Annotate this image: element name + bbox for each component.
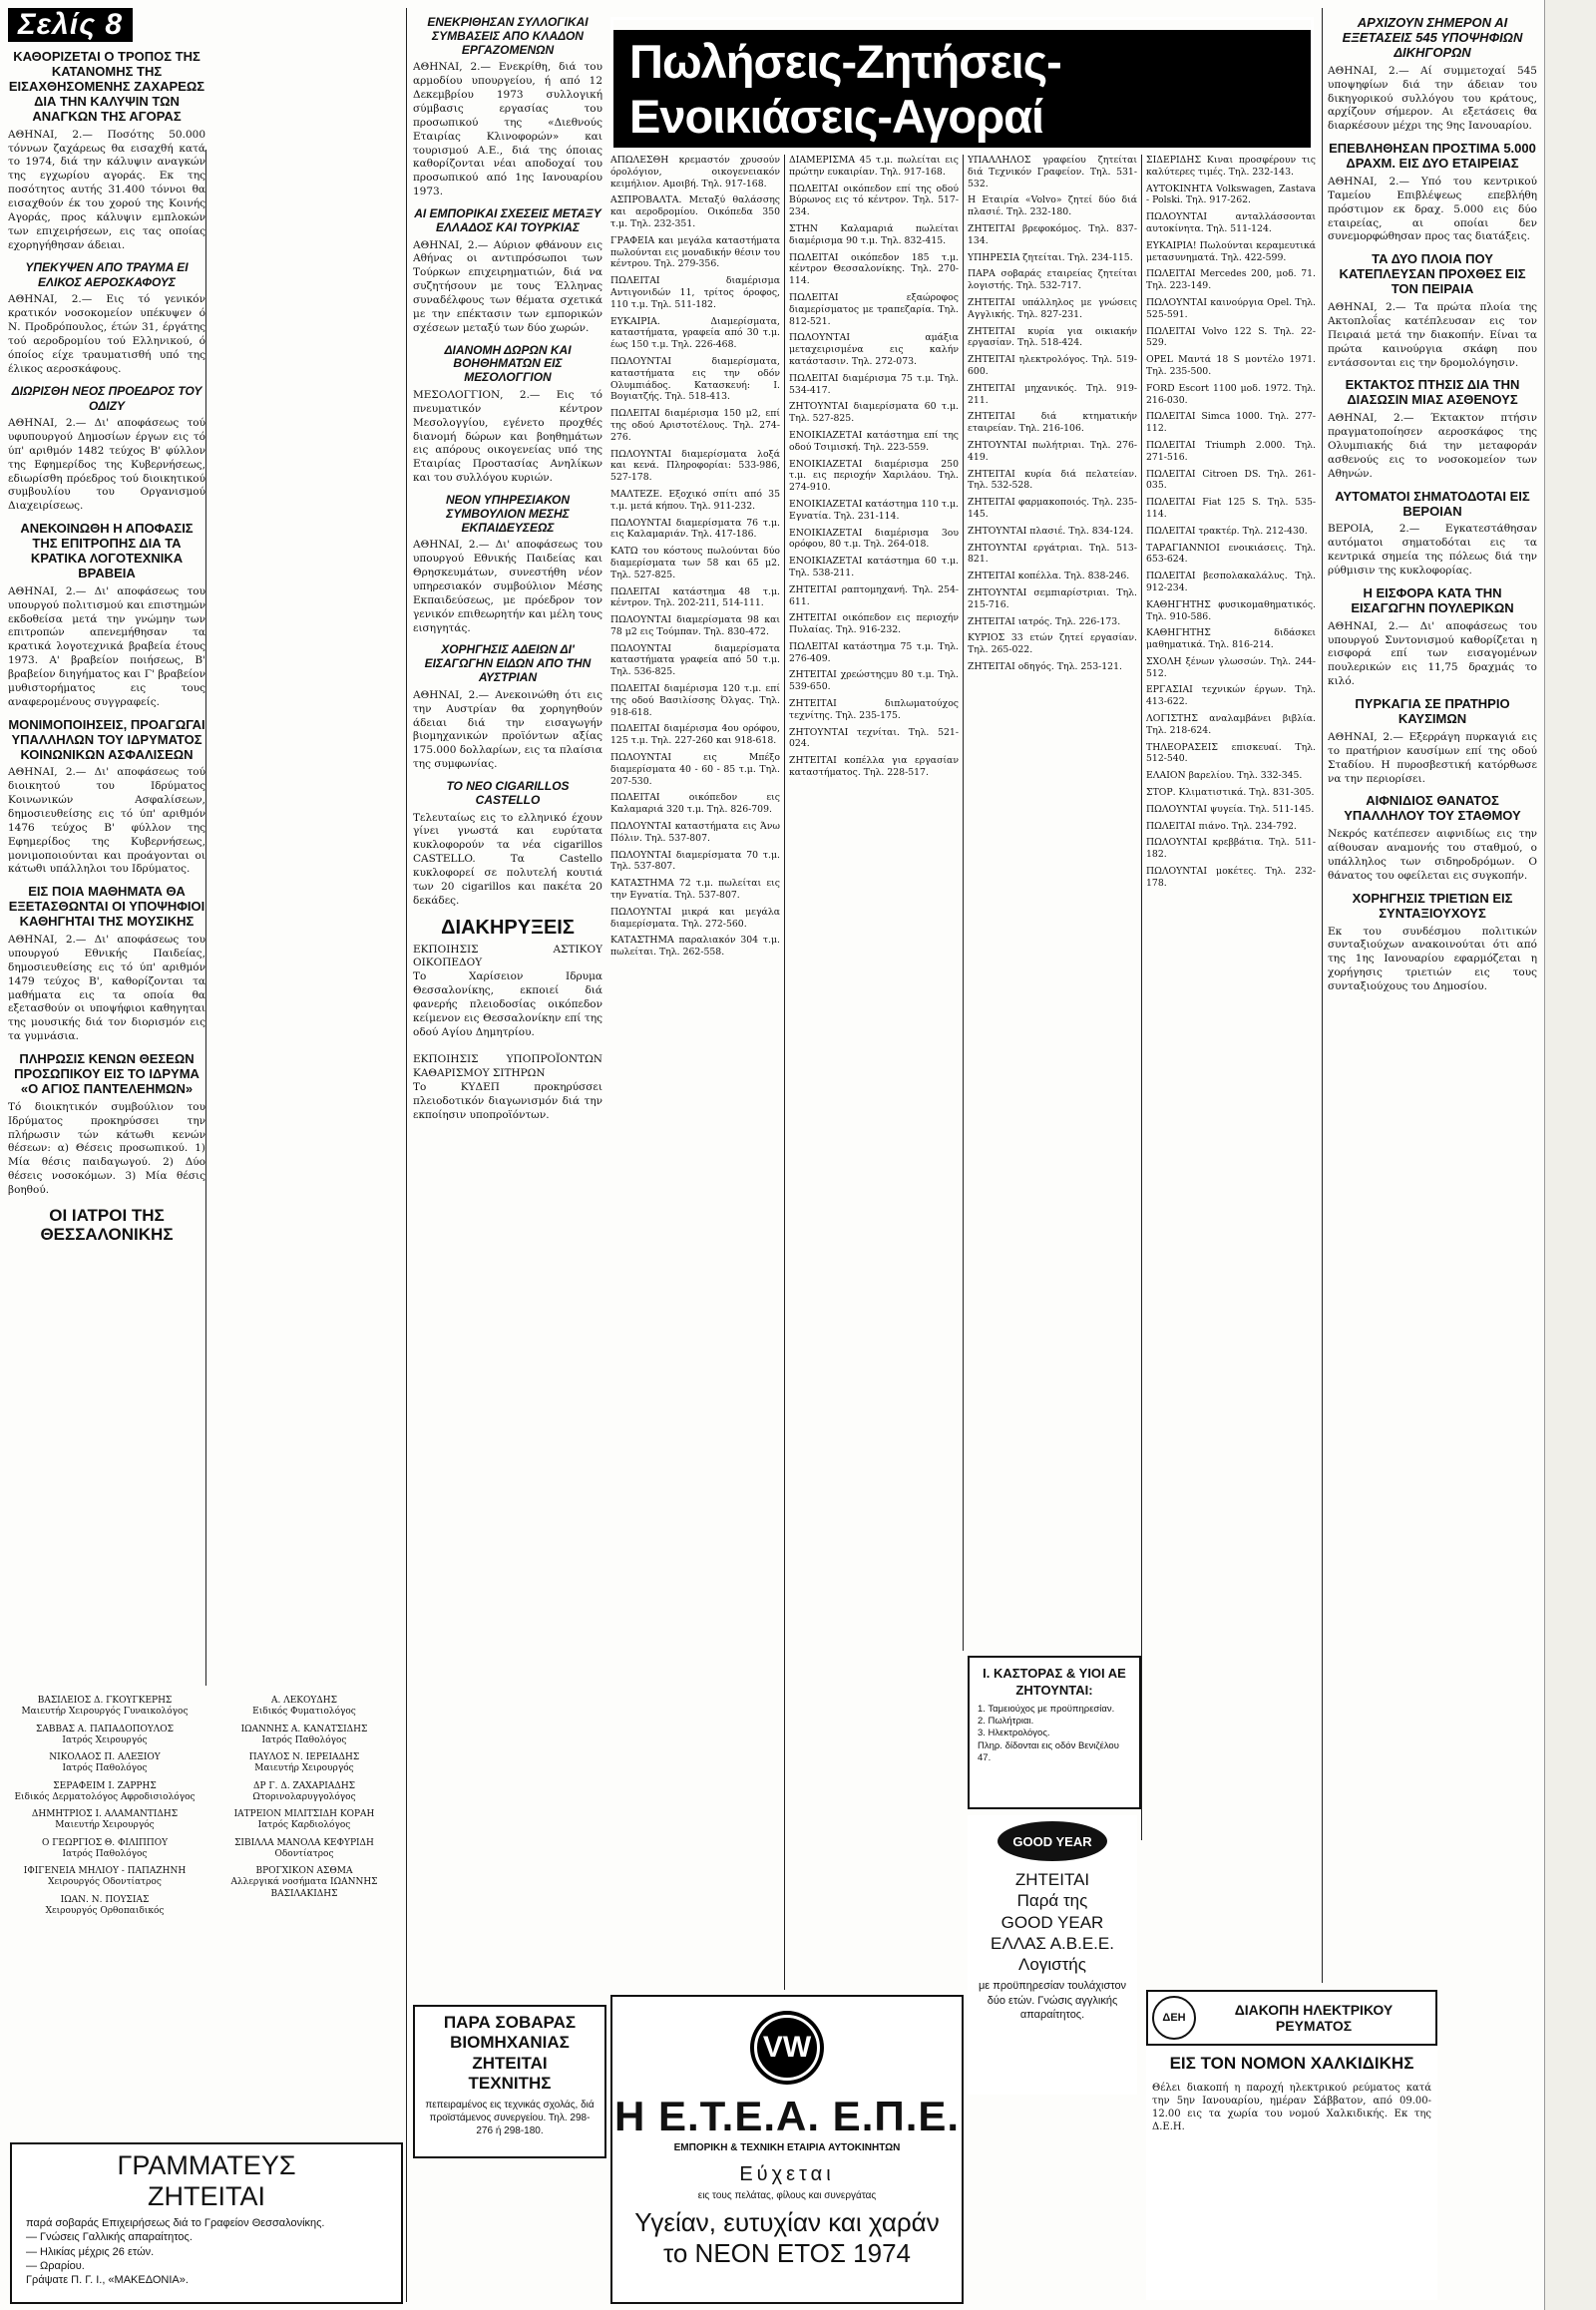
classified-ad: Η Εταιρία «Volvo» ζητεί δύο διά πλασιέ. Τηλ. 232-180.	[968, 194, 1137, 218]
doctor-entry: ΙΦΙΓΕΝΕΙΑ ΜΗΛΙΟΥ - ΠΑΠΑΖΗΝΗ Χειρουργός Οδοντίατρος	[23, 1866, 187, 1888]
goodyear-logo	[998, 1821, 1107, 1861]
column-rule	[205, 150, 206, 1686]
article-body: ΑΘΗΝΑΙ, 2.— Ενεκρίθη, διά του αρμοδίου υπουργείου, ή από 12 Δεκεμβρίου 1973 συλλογική σύμβασις εργασίας του προσωπικού της «Διεθνούς Εταιρίας Κλινοφορών» και τουρισμού Α.Ε., διά της όποιας καθορίζονται νέαι αποδοχαί του προσωπικού από 1ης Ιανουαρίου 1973.	[413, 61, 602, 198]
classifieds-column-3	[968, 155, 1137, 1641]
classified-ad: ΚΑΤΩ του κόστους πωλούνται δύο διαμερίσματα των 58 και 65 μ2. Τηλ. 527-825.	[610, 546, 780, 580]
classified-ad: ΣΤΟΡ. Κλιματιστικά. Τηλ. 831-305.	[1146, 787, 1315, 799]
classified-ad: ΠΩΛΕΙΤΑΙ εξαώροφος διαμερίσματος με τραπεζαρία. Τηλ. 812-521.	[789, 291, 959, 327]
classified-ad: ΠΩΛΟΥΝΤΑΙ διαμερίσματα 76 τ.μ. εις Καλαμαριάν. Τηλ. 417-186.	[610, 517, 780, 541]
classified-ad: ΚΑΤΑΣΤΗΜΑ παραλιακόν 304 τ.μ. πωλείται. Τηλ. 262-558.	[610, 935, 780, 959]
classified-ad: ΠΩΛΟΥΝΤΑΙ διαμερίσματα 70 τ.μ. Τηλ. 537-807.	[610, 849, 780, 873]
classified-ad: ΖΗΤΕΙΤΑΙ κοπέλλα. Τηλ. 838-246.	[968, 571, 1130, 582]
classified-ad: ΖΗΤΕΙΤΑΙ φαρμακοποιός. Τηλ. 235-145.	[968, 497, 1137, 520]
classified-ad: ΠΩΛΟΥΝΤΑΙ εις Μπέξο διαμερίσματα 40 - 60 - 85 τ.μ. Τηλ. 207-530.	[610, 752, 780, 787]
classified-ad: ΠΩΛΕΙΤΑΙ Mercedes 200, μοδ. 71. Τηλ. 223-149.	[1146, 268, 1316, 292]
doctor-entry: ΣΙΒΙΛΛΑ ΜΑΝΟΛΑ ΚΕΦΥΡΙΔΗ Οδοντίατρος	[234, 1837, 374, 1859]
ad-title: ΖΗΤΕΙΤΑΙ Παρά της GOOD YEAR ΕΛΛΑΣ Α.Β.Ε.Ε. Λογιστής	[991, 1870, 1114, 1974]
headline: ΠΥΡΚΑΓΙΑ ΣΕ ΠΡΑΤΗΡΙΟ ΚΑΥΣΙΜΩΝ	[1355, 696, 1510, 726]
classified-ad: ΕΥΚΑΙΡΙΑ! Πωλούνται κεραμευτικά μετασυνηματά. Τηλ. 422-599.	[1146, 239, 1316, 263]
classified-ad: ΕΥΚΑΙΡΙΑ. Διαμερίσματα, καταστήματα, γραφεία από 30 τ.μ. έως 150 τ.μ. Τηλ. 226-468.	[610, 315, 780, 351]
headline: ΤΟ ΝΕΟ CIGARILLOS CASTELLO	[446, 778, 570, 807]
classified-ad: ΑΠΩΛΕΣΘΗ κρεμαστόν χρυσούν όρολόγιον, οικογενειακόν κειμήλιον. Αμοιβή. Τηλ. 917-168.	[610, 155, 780, 190]
classified-ad: ΠΩΛΕΙΤΑΙ διαμέρισμα 75 τ.μ. Τηλ. 534-417.	[789, 372, 959, 396]
etea-recipients: εις τους πελάτας, φίλους και συνεργάτας	[697, 2190, 877, 2201]
classified-ad: ΖΗΤΟΥΝΤΑΙ πωλήτριαι. Τηλ. 276-419.	[968, 439, 1137, 463]
classified-ad: ΖΗΤΕΙΤΑΙ βρεφοκόμος. Τηλ. 837-134.	[968, 222, 1137, 246]
article-body: ΑΘΗΝΑΙ, 2.— Δι' αποφάσεως του υπουργού Εθνικής Παιδείας, δημοσιευθείσης εις τό ύπ' αριθμόν 1479 τεύχος Β', καθορίζονται τα μαθήματα εις τα οποία θα εξετασθούν οι υποψήφιοι καθηγηται της μουσικής διά τον διορισμόν εις τα γυμνάσια.	[8, 934, 205, 1043]
classified-ad: ΠΩΛΕΙΤΑΙ Volvo 122 S. Τηλ. 22-529.	[1146, 325, 1316, 349]
article-body: ΑΘΗΝΑΙ, 2.— Έκτακτον πτήσιν πραγματοποίησεν αεροσκάφος της Ολυμπιακής διά την μεταφοράν ασθενούς εις το νοσοκομείον των Αθηνών.	[1328, 412, 1537, 480]
classified-ad: ΠΩΛΟΥΝΤΑΙ μικρά και μεγάλα διαμερίσματα. Τηλ. 272-560.	[610, 906, 780, 930]
doctors-directory-left	[10, 1696, 200, 2134]
article-body: ΑΘΗΝΑΙ, 2.— Εξερράγη πυρκαγιά εις το πρατήριον καυσίμων επί της οδού Σταδίου. Η πυροσβεστική κατόρθωσε να την περιορίσει.	[1328, 730, 1537, 785]
classified-ad: ΖΗΤΕΙΤΑΙ ιατρός. Τηλ. 226-173.	[968, 615, 1121, 627]
headline: ΔΙΑΝΟΜΗ ΔΩΡΩΝ ΚΑΙ ΒΟΗΘΗΜΑΤΩΝ ΕΙΣ ΜΕΣΟΛΟΓΓΙΟΝ	[444, 342, 572, 385]
classified-ad: ΠΩΛΕΙΤΑΙ οικόπεδον 185 τ.μ. κέντρον Θεσσαλονίκης. Τηλ. 270-114.	[789, 251, 959, 287]
headline: ΕΙΣ ΠΟΙΑ ΜΑΘΗΜΑΤΑ ΘΑ ΕΞΕΤΑΣΘΩΝΤΑΙ ΟΙ ΥΠΟΨΗΦΙΟΙ ΚΑΘΗΓΗΤΑΙ ΤΗΣ ΜΟΥΣΙΚΗΣ	[8, 884, 205, 930]
classified-ad: ΖΗΤΕΙΤΑΙ ηλεκτρολόγος. Τηλ. 519-600.	[968, 354, 1137, 377]
classified-ad: ΠΩΛΟΥΝΤΑΙ ανταλλάσσονται αυτοκίνητα. Τηλ. 511-124.	[1146, 211, 1316, 234]
article-body: ΜΕΣΟΛΟΓΓΙΟΝ, 2.— Εις τό πνευματικόν κέντρον Μεσολογγίου, εγένετο προχθές διανομή δώρων και βοηθημάτων εις απόρους οικογενείας υπό της Εταιρίας Προστασίας Ανηλίκων και του συλλόγου κυριών.	[413, 388, 602, 485]
classified-ad: ΠΑΡΑ σοβαράς εταιρείας ζητείται λογιστής. Τηλ. 532-717.	[968, 268, 1137, 292]
adjacent-page-edge	[1544, 0, 1596, 2310]
deh-body: Θέλει διακοπή η παροχή ηλεκτρικού ρεύματος κατά την 5ην Ιανουαρίου, ημέραν Σάββατον, από 09.00-12.00 εις τα χωρία του νομού Χαλκιδικής. Εκ της Δ.Ε.Η.	[1152, 2083, 1431, 2132]
doctor-entry: ΙΑΤΡΕΙΟΝ ΜΙΛΙΤΣΙΔΗ ΚΟΡΑΗ Ιατρός Καρδιολόγος	[233, 1809, 375, 1831]
classified-ad: ΤΑΡΑΓΙΑΝΝΙΟΙ ενοικιάσεις. Τηλ. 653-624.	[1146, 542, 1316, 566]
classified-ad: ΠΩΛΟΥΝΤΑΙ διαμερίσματα, καταστήματα εις την οδόν Ολυμπιάδος. Κατασκευή: Ι. Βογιατζής. Τηλ. 518-413.	[610, 355, 780, 403]
etea-subtitle: ΕΜΠΟΡΙΚΗ & ΤΕΧΝΙΚΗ ΕΤΑΙΡΙΑ ΑΥΤΟΚΙΝΗΤΩΝ	[673, 2142, 901, 2153]
classifieds-column-4	[1146, 155, 1316, 1850]
doctor-entry: ΙΩΑΝΝΗΣ Α. ΚΑΝΑΤΣΙΔΗΣ Ιατρός Παθολόγος	[240, 1724, 368, 1745]
etea-greeting: Υγείαν, ευτυχίαν και χαράν το ΝΕΟΝ ΕΤΟΣ 1974	[634, 2207, 940, 2269]
headline: ΜΟΝΙΜΟΠΟΙΗΣΕΙΣ, ΠΡΟΑΓΩΓΑΙ ΥΠΑΛΛΗΛΩΝ ΤΟΥ ΙΔΡΥΜΑΤΟΣ ΚΟΙΝΩΝΙΚΩΝ ΑΣΦΑΛΙΣΕΩΝ	[8, 716, 205, 762]
classified-ad: ΠΩΛΕΙΤΑΙ Triumph 2.000. Τηλ. 271-516.	[1146, 439, 1316, 463]
classified-ad: ΤΗΛΕΟΡΑΣΕΙΣ επισκευαί. Τηλ. 512-540.	[1146, 741, 1316, 765]
classified-ad: ΕΡΓΑΣΙΑΙ τεχνικών έργων. Τηλ. 413-622.	[1146, 684, 1316, 708]
column-3	[413, 8, 602, 1998]
article-body: Τελευταίως εις το ελληνικό έχουν γίνει γνωστά και ευρύτατα κυκλοφορούν τα νέα cigarillos CASTELLO. Τα Castello κυκλοφορεί σε πολυτελή κουτιά των 20 cigarillos και πακέτα 20 δεκάδες.	[413, 811, 602, 907]
classified-ad: ΑΥΤΟΚΙΝΗΤΑ Volkswagen, Zastava - Polski. Τηλ. 917-262.	[1146, 183, 1316, 206]
headline: ΑΥΤΟΜΑΤΟΙ ΣΗΜΑΤΟΔΟΤΑΙ ΕΙΣ ΒΕΡΟΙΑΝ	[1335, 488, 1530, 519]
classified-ad: ΖΗΤΕΙΤΑΙ χρεώστηςμυ 80 τ.μ. Τηλ. 539-650.	[789, 669, 959, 693]
secretary-wanted-ad	[10, 2142, 403, 2304]
classified-ad: ΖΗΤΕΙΤΑΙ ραπτομηχανή. Τηλ. 254-611.	[789, 583, 959, 607]
doctor-entry: ΣΑΒΒΑΣ Α. ΠΑΠΑΔΟΠΟΥΛΟΣ Ιατρός Χειρουργός	[35, 1724, 175, 1745]
classified-ad: ΖΗΤΟΥΝΤΑΙ πλασιέ. Τηλ. 834-124.	[968, 525, 1134, 537]
vw-logo	[612, 2011, 962, 2085]
ad-body: πεπειραμένος εις τεχνικάς σχολάς, διά προϊστάμενος συνεργείου. Τηλ. 298-276 ή 298-180.	[425, 2099, 595, 2136]
classified-ad: ΣΤΗΝ Καλαμαριά πωλείται διαμέρισμα 90 τ.μ. Τηλ. 832-415.	[789, 222, 959, 246]
article-body: ΑΘΗΝΑΙ, 2.— Δι' αποφάσεως του υπουργού Συντονισμού καθορίζεται η εισφορά επί των εισαγομένων πουλερικών εις 11,75 δραχμάς το κιλό.	[1328, 619, 1537, 688]
classified-ad: ΠΩΛΟΥΝΤΑΙ μοκέτες. Τηλ. 232-178.	[1146, 866, 1316, 889]
classified-ad: ΠΩΛΟΥΝΤΑΙ ψυγεία. Τηλ. 511-145.	[1146, 803, 1315, 815]
classified-ad: ΠΩΛΟΥΝΤΑΙ διαμερίσματα 98 και 78 μ2 εις Τούμπαν. Τηλ. 830-472.	[610, 614, 780, 637]
headline: ΑΡΧΙΖΟΥΝ ΣΗΜΕΡΟΝ ΑΙ ΕΞΕΤΑΣΕΙΣ 545 ΥΠΟΨΗΦΙΩΝ ΔΙΚΗΓΟΡΩΝ	[1342, 15, 1523, 60]
classified-ad: OPEL Μαντά 18 S μοντέλο 1971. Τηλ. 235-500.	[1146, 354, 1316, 377]
deh-subtitle: ΕΙΣ ΤΟΝ ΝΟΜΟΝ ΧΑΛΚΙΔΙΚΗΣ	[1169, 2054, 1414, 2073]
classified-ad: ΖΗΤΕΙΤΑΙ οδηγός. Τηλ. 253-121.	[968, 660, 1122, 672]
headline: ΕΠΕΒΛΗΘΗΣΑΝ ΠΡΟΣΤΙΜΑ 5.000 ΔΡΑΧΜ. ΕΙΣ ΔΥΟ ΕΤΑΙΡΕΙΑΣ	[1329, 141, 1536, 172]
article-body: ΕΚΠΟΙΗΣΙΣ ΑΣΤΙΚΟΥ ΟΙΚΟΠΕΔΟΥ Το Χαρίσειον Ιδρυμα Θεσσαλονίκης, εκποιεί διά φανερής πλειοδοσίας οικόπεδον κείμενον εις Θεσσαλονίκην επί της οδού Αγίου Δημητρίου. ΕΚΠΟΙΗΣΙΣ ΥΠΟΠΡΟΪΟΝΤΩΝ ΚΑΘΑΡΙΣΜΟΥ ΣΙΤΗΡΩΝ Το ΚΥΔΕΠ προκηρύσσει πλειοδοτικόν διαγωνισμόν διά την εκποίησιν υποπροϊόντων.	[413, 943, 602, 1121]
classified-ad: ΠΩΛΕΙΤΑΙ Fiat 125 S. Τηλ. 535-114.	[1146, 497, 1316, 520]
kastoras-ad	[968, 1656, 1141, 1809]
headline: Η ΕΙΣΦΟΡΑ ΚΑΤΑ ΤΗΝ ΕΙΣΑΓΩΓΗΝ ΠΟΥΛΕΡΙΚΩΝ	[1351, 584, 1514, 615]
classified-ad: ΜΑΛΤΕΖΕ. Εξοχικό σπίτι από 35 τ.μ. μετά κήπου. Τηλ. 911-232.	[610, 488, 780, 512]
classified-ad: ΖΗΤΟΥΝΤΑΙ διαμερίσματα 60 τ.μ. Τηλ. 527-825.	[789, 401, 959, 425]
classified-ad: ΓΡΑΦΕΙΑ και μεγάλα καταστήματα πωλούνται εις μοναδικήν θέσιν του κέντρου. Τηλ. 279-356.	[610, 234, 780, 270]
headline: ΔΙΑΚΗΡΥΞΕΙΣ	[441, 916, 575, 939]
goodyear-logo-text: GOOD YEAR	[1012, 1833, 1092, 1849]
classified-ad: ΠΩΛΕΙΤΑΙ κατάστημα 75 τ.μ. Τηλ. 276-409.	[789, 640, 959, 664]
classified-ad: ΕΝΟΙΚΙΑΖΕΤΑΙ κατάστημα 110 τ.μ. Εγνατία. Τηλ. 231-114.	[789, 498, 959, 522]
banner-title: Πωλήσεις-Ζητήσεις-Ενοικιάσεις-Αγοραί	[610, 17, 1314, 161]
classified-ad: ΖΗΤΕΙΤΑΙ διπλωματούχος τεχνίτης. Τηλ. 235-175.	[789, 698, 959, 721]
classified-ad: ΠΩΛΟΥΝΤΑΙ καινούργια Opel. Τηλ. 525-591.	[1146, 296, 1316, 320]
column-5	[1328, 8, 1537, 1983]
ad-body: 1. Ταμειούχος με προϋπηρεσίαν. 2. Πωλήτριαι. 3. Ηλεκτρολόγος. Πληρ. δίδονται εις οδόν Βενιζέλου 47.	[978, 1703, 1119, 1764]
doctor-entry: Α. ΛΕΚΟΥΔΗΣ Ειδικός Φυματιολόγος	[252, 1696, 356, 1718]
classified-ad: ΚΑΘΗΓΗΤΗΣ διδάσκει μαθηματικά. Τηλ. 816-214.	[1146, 627, 1316, 651]
classified-ad: ΠΩΛΕΙΤΑΙ κατάστημα 48 τ.μ. κέντρον. Τηλ. 202-211, 514-111.	[610, 585, 780, 609]
doctor-entry: ΔΡ Γ. Δ. ΖΑΧΑΡΙΑΔΗΣ Ωτορινολαρυγγολόγος	[252, 1780, 356, 1802]
classified-ad: ΕΝΟΙΚΙΑΖΕΤΑΙ διαμέρισμα 3ου ορόφου, 80 τ.μ. Τηλ. 264-018.	[789, 527, 959, 551]
classified-ad: ΠΩΛΟΥΝΤΑΙ κρεββάτια. Τηλ. 511-182.	[1146, 837, 1316, 861]
classified-ad: ΖΗΤΕΙΤΑΙ οικόπεδον εις περιοχήν Πυλαίας. Τηλ. 916-232.	[789, 612, 959, 636]
subheadline: ΥΠΕΚΥΨΕΝ ΑΠΟ ΤΡΑΥΜΑ ΕΙ ΕΛΙΚΟΣ ΑΕΡΟΣΚΑΦΟΥΣ	[25, 260, 189, 289]
classified-ad: ΕΛΑΙΟΝ βαρελίου. Τηλ. 332-345.	[1146, 770, 1303, 782]
classified-ad: ΕΝΟΙΚΙΑΖΕΤΑΙ κατάστημα επί της οδού Τσιμισκή. Τηλ. 223-559.	[789, 429, 959, 453]
column-rule	[1141, 155, 1142, 1840]
classified-ad: ΠΩΛΕΙΤΑΙ τρακτέρ. Τηλ. 212-430.	[1146, 525, 1308, 537]
ad-title: ΓΡΑΜΜΑΤΕΥΣ ΖΗΤΕΙΤΑΙ	[117, 2150, 296, 2212]
classified-ad: ΠΩΛΕΙΤΑΙ πιάνο. Τηλ. 234-792.	[1146, 820, 1297, 832]
doctor-entry: ΙΩΑΝ. Ν. ΠΟΥΣΙΑΣ Χειρουργός Ορθοπαιδικός	[45, 1894, 165, 1916]
doctors-directory-right	[209, 1696, 399, 2134]
classified-ad: ΖΗΤΕΙΤΑΙ κυρία για οικιακήν εργασίαν. Τηλ. 518-424.	[968, 325, 1137, 349]
headline: ΠΛΗΡΩΣΙΣ ΚΕΝΩΝ ΘΕΣΕΩΝ ΠΡΟΣΩΠΙΚΟΥ ΕΙΣ ΤΟ ΙΔΡΥΜΑ «Ο ΑΓΙΟΣ ΠΑΝΤΕΛΕΗΜΩΝ»	[14, 1051, 200, 1096]
deh-header	[1146, 1990, 1437, 2046]
column-rule	[963, 155, 964, 1651]
classified-ad: ΑΣΠΡΟΒΑΛΤΑ. Μεταξύ θαλάσσης και αεροδρομίου. Οικόπεδα 350 τ.μ. Τηλ. 232-351.	[610, 194, 780, 229]
article-body: Εκ του συνδέσμου πολιτικών συνταξιούχων ανακοινούται ότι από της 1ης Ιανουαρίου εφαρμόζεται η χορήγησις τριετιών εις τους συνταξιούχους του Δημοσίου.	[1328, 925, 1537, 992]
article-body: Τό διοικητικόν συμβούλιον του Ιδρύματος προκηρύσσει την πλήρωσιν τών κάτωθι κενών θέσεων: α) Θέσεις προσωπικού. 1) Μία θέσις παιδαγωγού. 2) Δύο θέσεις νοσοκόμων. 3) Μία θέσις βοηθού.	[8, 1100, 205, 1196]
classified-ad: ΚΑΤΑΣΤΗΜΑ 72 τ.μ. πωλείται εις την Εγνατία. Τηλ. 537-807.	[610, 878, 780, 902]
classified-ad: ΠΩΛΕΙΤΑΙ διαμέρισμα 4ου ορόφου, 125 τ.μ. Τηλ. 227-260 και 918-618.	[610, 723, 780, 747]
headline: ΚΑΘΟΡΙΖΕΤΑΙ Ο ΤΡΟΠΟΣ ΤΗΣ ΚΑΤΑΝΟΜΗΣ ΤΗΣ ΕΙΣΑΧΘΗΣΟΜΕΝΗΣ ΖΑΧΑΡΕΩΣ ΔΙΑ ΤΗΝ ΚΑΛΥΨΙΝ ΤΩΝ ΑΝΑΓΚΩΝ ΤΗΣ ΑΓΟΡΑΣ	[8, 49, 205, 124]
technician-wanted-ad	[413, 2005, 606, 2158]
classified-ad: ΖΗΤΕΙΤΑΙ κυρία διά πελατείαν. Τηλ. 532-528.	[968, 468, 1137, 492]
article-body: ΑΘΗΝΑΙ, 2.— Ποσότης 50.000 τόννων ζαχάρεως θα εισαχθή κατά το 1974, διά την κάλυψιν αναγκών της εγχωρίου αγοράς. Εκ της ποσότητος αυτής 31.400 τόννοι θα εισαχθούν έκ του χορού της Κοινής Αγοράς, προς κάλυψιν εμπλοκών των επιχειρήσεων, εις τας οποίας εχορηγήθησαν άδειαι.	[8, 128, 205, 251]
classified-ad: ΠΩΛΟΥΝΤΑΙ διαμερίσματα λοξά και κενά. Πληροφορίαι: 533-986, 527-178.	[610, 448, 780, 484]
classified-ad: ΠΩΛΕΙΤΑΙ οικόπεδον εις Καλαμαριά 320 τ.μ. Τηλ. 826-709.	[610, 792, 780, 816]
deh-title: ΔΙΑΚΟΠΗ ΗΛΕΚΤΡΙΚΟΥ ΡΕΥΜΑΤΟΣ	[1234, 2002, 1394, 2034]
classified-ad: ΚΥΡΙΟΣ 33 ετών ζητεί εργασίαν. Τηλ. 265-022.	[968, 632, 1137, 656]
column-rule	[406, 8, 407, 2302]
classified-ad: ΠΩΛΕΙΤΑΙ Simca 1000. Τηλ. 277-112.	[1146, 411, 1316, 435]
classified-ad: ΛΟΓΙΣΤΗΣ αναλαμβάνει βιβλία. Τηλ. 218-624.	[1146, 713, 1316, 736]
classified-ad: ΖΗΤΕΙΤΑΙ κοπέλλα για εργασίαν καταστήματος. Τηλ. 228-517.	[789, 755, 959, 779]
ad-title: ΠΑΡΑ ΣΟΒΑΡΑΣ ΒΙΟΜΗΧΑΝΙΑΣ ΖΗΤΕΙΤΑΙ ΤΕΧΝΙΤΗΣ	[443, 2013, 577, 2094]
classified-ad: ΖΗΤΕΙΤΑΙ μηχανικός. Τηλ. 919-211.	[968, 382, 1137, 406]
article-body: Νεκρός κατέπεσεν αιφνιδίως εις την αίθουσαν αναμονής του σταθμού, ο υπάλληλος των σιδηροδρόμων. Ο θάνατος του οφείλεται εις συγκοπήν.	[1328, 828, 1537, 882]
article-body: ΑΘΗΝΑΙ, 2.— Υπό του κεντρικού Ταμείου Επιβλέψεως επεβλήθη πρόστιμον εκ δραχ. 5.000 εις δύο εταιρείας, αι οποίαι δεν συνεμορφώθησαν προς τας διατάξεις.	[1328, 175, 1537, 243]
classified-ad: ΖΗΤΟΥΝΤΑΙ σεμπιαρίστριαι. Τηλ. 215-716.	[968, 586, 1137, 610]
deh-logo	[1152, 1996, 1196, 2040]
classified-ad: ΠΩΛΟΥΝΤΑΙ καταστήματα εις Άνω Πόλιν. Τηλ. 537-807.	[610, 821, 780, 844]
classified-ad: ΕΝΟΙΚΙΑΖΕΤΑΙ κατάστημα 60 τ.μ. Τηλ. 538-211.	[789, 556, 959, 578]
article-body: ΑΘΗΝΑΙ, 2.— Δι' αποφάσεως του υπουργού πολιτισμού και επιστημών εκδοθείσα μετά την γνώμην των επιτροπών απενεμήθησαν τα κρατικά λογοτεχνικά βραβεία έτους 1973. Α' βραβείον ποιήσεως, Β' βραβείον διηγήματος και Γ' βραβείον μυθιστορήματος εις τους αναφερομένους συγγραφείς.	[8, 584, 205, 708]
headline: ΑΝΕΚΟΙΝΩΘΗ Η ΑΠΟΦΑΣΙΣ ΤΗΣ ΕΠΙΤΡΟΠΗΣ ΔΙΑ ΤΑ ΚΡΑΤΙΚΑ ΛΟΓΟΤΕΧΝΙΚΑ ΒΡΑΒΕΙΑ	[20, 521, 194, 580]
classified-ad: ΠΩΛΟΥΝΤΑΙ διαμερίσματα καταστήματα γραφεία από 50 τ.μ. Τηλ. 536-825.	[610, 642, 780, 678]
classified-ad: ΖΗΤΟΥΝΤΑΙ τεχνίται. Τηλ. 521-024.	[789, 726, 959, 750]
headline: ΑΙΦΝΙΔΙΟΣ ΘΑΝΑΤΟΣ ΥΠΑΛΛΗΛΟΥ ΤΟΥ ΣΤΑΘΜΟΥ	[1344, 793, 1521, 824]
classified-ad: ΠΩΛΕΙΤΑΙ διαμέρισμα 150 μ2, επί της οδού Αριστοτέλους. Τηλ. 274-276.	[610, 408, 780, 443]
classifieds-column-2	[789, 155, 959, 1990]
vw-logo-text: VW	[754, 2015, 820, 2081]
classified-ad: ΔΙΑΜΕΡΙΣΜΑ 45 τ.μ. πωλείται εις πρώτην ευκαιρίαν. Τηλ. 917-168.	[789, 155, 959, 178]
article-body: ΑΘΗΝΑΙ, 2.— Αύριον φθάνουν εις Αθήνας οι αντιπρόσωποι των Τούρκων επιχειρηματιών, διά να συζητήσουν με τους Έλληνας συναδέλφους των θέματα σχετικά με την επέκτασιν των εμπορικών σχέσεων μεταξύ των δύο χωρών.	[413, 238, 602, 334]
article-body: ΑΘΗΝΑΙ, 2.— Εις τό γενικόν κρατικόν νοσοκομείον υπέκυψεν ό Ν. Προδρόπουλος, έτών 31, έργάτης τού αεροδρομίου τού Ελληνικού, ό όποίος είχε τραυματισθή υπό της έλικος αεροσκάφους.	[8, 293, 205, 375]
article-body: ΑΘΗΝΑΙ, 2.— Ανεκοινώθη ότι εις την Αυστρίαν θα χορηγηθούν άδειαι διά την εισαγωγήν βιομηχανικών προϊόντων αξίας 175.000 δολλαρίων, εις τα πλαίσια της συμφωνίας.	[413, 688, 602, 771]
headline: ΕΚΤΑΚΤΟΣ ΠΤΗΣΙΣ ΔΙΑ ΤΗΝ ΔΙΑΣΩΣΙΝ ΜΙΑΣ ΑΣΘΕΝΟΥΣ	[1345, 377, 1520, 408]
headline: ΝΕΟΝ ΥΠΗΡΕΣΙΑΚΟΝ ΣΥΜΒΟΥΛΙΟΝ ΜΕΣΗΣ ΕΚΠΑΙΔΕΥΣΕΩΣ	[446, 493, 570, 535]
doctor-entry: ΠΑΥΛΟΣ Ν. ΙΕΡΕΙΑΔΗΣ Μαιευτήρ Χειρουργός	[248, 1752, 360, 1774]
classified-ad: ΚΑΘΗΓΗΤΗΣ φυσικομαθηματικός. Τηλ. 910-586.	[1146, 598, 1316, 622]
ad-body: παρά σοβαράς Επιχειρήσεως διά το Γραφείον Θεσσαλονίκης. — Γνώσεις Γαλλικής απαραίτητος. — Ηλικίας μέχρις 26 ετών. — Ωραρίου. Γράψατε Π. Γ. Ι., «ΜΑΚΕΔΟΝΙΑ».	[26, 2217, 325, 2287]
doctor-entry: ΔΗΜΗΤΡΙΟΣ Ι. ΑΛΑΜΑΝΤΙΔΗΣ Μαιευτήρ Χειρουργός	[31, 1809, 179, 1831]
deh-logo-text: ΔΕΗ	[1162, 2012, 1186, 2024]
article-body: ΑΘΗΝΑΙ, 2.— Δι' αποφάσεως τού διοικητού του Ιδρύματος Κοινωνικών Ασφαλίσεων, δημοσιευθείσης εις τό ύπ' αριθμόν 1476 τεύχος Β' φύλλον της Εφημερίδος της Κυβερνήσεως, μονιμοποιούνται και προάγονται οι κάτωθι υπάλληλοι του Ιδρύματος.	[8, 766, 205, 876]
classified-ad: ΖΗΤΕΙΤΑΙ διά κτηματικήν εταιρείαν. Τηλ. 216-106.	[968, 411, 1137, 435]
classified-ad: ΖΗΤΟΥΝΤΑΙ εργάτριαι. Τηλ. 513-821.	[968, 542, 1137, 566]
doctor-entry: ΝΙΚΟΛΑΟΣ Π. ΑΛΕΞΙΟΥ Ιατρός Παθολόγος	[49, 1752, 161, 1774]
classified-ad: ΥΠΗΡΕΣΙΑ ζητείται. Τηλ. 234-115.	[968, 251, 1133, 263]
classified-ad: FORD Escort 1100 μοδ. 1972. Τηλ. 216-030.	[1146, 382, 1316, 406]
headline: ΧΟΡΗΓΗΣΙΣ ΑΔΕΙΩΝ ΔΙ' ΕΙΣΑΓΩΓΗΝ ΕΙΔΩΝ ΑΠΟ ΤΗΝ ΑΥΣΤΡΙΑΝ	[424, 642, 592, 684]
doctors-heading: ΟΙ ΙΑΤΡΟΙ ΤΗΣ ΘΕΣΣΑΛΟΝΙΚΗΣ	[40, 1205, 174, 1245]
doctor-entry: Ο ΓΕΩΡΓΙΟΣ Θ. ΦΙΛΙΠΠΟΥ Ιατρός Παθολόγος	[41, 1837, 169, 1859]
classified-ad: ΠΩΛΕΙΤΑΙ Citroen DS. Τηλ. 261-035.	[1146, 468, 1316, 492]
headline: ΕΝΕΚΡΙΘΗΣΑΝ ΣΥΛΛΟΓΙΚΑΙ ΣΥΜΒΑΣΕΙΣ ΑΠΟ ΚΛΑΔΟΝ ΕΡΓΑΖΟΜΕΝΩΝ	[427, 15, 589, 57]
headline: ΤΑ ΔΥΟ ΠΛΟΙΑ ΠΟΥ ΚΑΤΕΠΛΕΥΣΑΝ ΠΡΟΧΘΕΣ ΕΙΣ ΤΟΝ ΠΕΙΡΑΙΑ	[1339, 251, 1526, 297]
goodyear-ad	[968, 1815, 1137, 2095]
article-body: ΑΘΗΝΑΙ, 2.— Τα πρώτα πλοία της Ακτοπλοΐας κατέπλευσαν εις τον Πειραιά μετά την διακοπήν. Είναι τα πρώτα καινούργια σκάφη που εντάσσονται εις την δρομολόγησιν.	[1328, 301, 1537, 369]
article-body: ΒΕΡΟΙΑ, 2.— Εγκατεστάθησαν αυτόματοι σηματοδόται εις τα κεντρικά σημεία της πόλεως διά την ρύθμισιν της κυκλοφορίας.	[1328, 523, 1537, 578]
page-number-masthead: Σελίς 8	[8, 8, 133, 42]
subheadline: ΔΙΩΡΙΣΘΗ ΝΕΟΣ ΠΡΟΕΔΡΟΣ ΤΟΥ ΟΔΙΖΥ	[11, 384, 202, 413]
headline: ΧΟΡΗΓΗΣΙΣ ΤΡΙΕΤΙΩΝ ΕΙΣ ΣΥΝΤΑΞΙΟΥΧΟΥΣ	[1352, 890, 1513, 921]
classifieds-banner	[610, 30, 1314, 148]
classified-ad: ΣΙΔΕΡΙΔΗΣ Κιναι προσφέρουν τις καλύτερες τιμές. Τηλ. 232-143.	[1146, 155, 1316, 178]
ad-title: Ι. ΚΑΣΤΟΡΑΣ & ΥΙΟΙ ΑΕ ΖΗΤΟΥΝΤΑΙ:	[983, 1666, 1126, 1698]
classified-ad: ΥΠΑΛΛΗΛΟΣ γραφείου ζητείται διά Τεχνικόν Γραφείον. Τηλ. 531-532.	[968, 155, 1137, 190]
classifieds-column-1	[610, 155, 780, 1990]
article-body: ΑΘΗΝΑΙ, 2.— Αί συμμετοχαί 545 υποψηφίων διά την άδειαν του δικηγορικού συλλόγου του κράτους, αρχίζουν σήμερον. Αι εξετάσεις θα διαρκέσουν μέχρι της 9ης Ιανουαρίου.	[1328, 64, 1537, 133]
etea-wish: Εύχεται	[739, 2163, 835, 2185]
column-2	[211, 150, 399, 1686]
ad-body: με προϋπηρεσίαν τουλάχιστον δύο ετών. Γνώσις αγγλικής απαραίτητος.	[978, 1980, 1127, 2021]
classified-ad: ΣΧΟΛΗ ξένων γλωσσών. Τηλ. 244-512.	[1146, 655, 1316, 679]
classified-ad: ΠΩΛΕΙΤΑΙ διαμέρισμα 120 τ.μ. επί της οδού Βασιλίσσης Όλγας. Τηλ. 918-618.	[610, 683, 780, 718]
classified-ad: ΖΗΤΕΙΤΑΙ υπάλληλος με γνώσεις Αγγλικής. Τηλ. 827-231.	[968, 296, 1137, 320]
etea-name: Η Ε.Τ.Ε.Α. Ε.Π.Ε.	[613, 2093, 961, 2139]
column-rule	[784, 155, 785, 1990]
classified-ad: ΠΩΛΕΙΤΑΙ οικόπεδον επί της οδού Βύρωνος εις τό κέντρον. Τηλ. 517-234.	[789, 183, 959, 218]
classified-ad: ΠΩΛΕΙΤΑΙ βεσπολακαλάλυς. Τηλ. 912-234.	[1146, 571, 1316, 593]
article-body: ΑΘΗΝΑΙ, 2.— Δι' αποφάσεως του υπουργού Εθνικής Παιδείας και Θρησκευμάτων, συνεστήθη νέον υπηρεσιακόν συμβούλιον Μέσης Εκπαιδεύσεως, με πρόεδρον τον γενικόν επιθεωρητήν και μέλη τους εισηγητάς.	[413, 539, 602, 634]
etea-vw-ad	[610, 1995, 964, 2304]
doctor-entry: ΣΕΡΑΦΕΙΜ Ι. ΖΑΡΡΗΣ Ειδικός Δερματολόγος Αφροδισιολόγος	[14, 1780, 196, 1802]
classified-ad: ΠΩΛΕΙΤΑΙ διαμέρισμα Αντιγονιδών 11, τρίτος όροφος, 110 τ.μ. Τηλ. 511-182.	[610, 275, 780, 310]
deh-power-outage-ad	[1146, 1990, 1437, 2300]
column-rule	[1322, 8, 1323, 1983]
headline: ΑΙ ΕΜΠΟΡΙΚΑΙ ΣΧΕΣΕΙΣ ΜΕΤΑΞΥ ΕΛΛΑΔΟΣ ΚΑΙ ΤΟΥΡΚΙΑΣ	[414, 205, 601, 234]
doctor-entry: ΒΑΣΙΛΕΙΟΣ Δ. ΓΚΟΥΓΚΕΡΗΣ Μαιευτήρ Χειρουργός Γυναικολόγος	[21, 1696, 189, 1718]
article-body: ΑΘΗΝΑΙ, 2.— Δι' αποφάσεως τού υφυπουργού Δημοσίων έργων εις τό ύπ' αριθμόν 1482 τεύχος Β' φύλλον της Εφημερίδος της Κυβερνήσεως, εδιωρίσθη πρόεδρος τού διοικητικού συμβουλίου του Οργανισμού Διαχειρίσεως.	[8, 417, 205, 513]
classified-ad: ΕΝΟΙΚΙΑΖΕΤΑΙ διαμέρισμα 250 τ.μ. εις περιοχήν Χαριλάου. Τηλ. 274-910.	[789, 458, 959, 494]
classified-ad: ΠΩΛΟΥΝΤΑΙ αμάξια μεταχειρισμένα εις καλήν κατάστασιν. Τηλ. 272-073.	[789, 332, 959, 367]
doctor-entry: ΒΡΟΓΧΙΚΟΝ ΑΣΘΜΑ Αλλεργικά νοσήματα ΙΩΑΝΝΗΣ ΒΑΣΙΛΑΚΙΔΗΣ	[230, 1866, 378, 1899]
